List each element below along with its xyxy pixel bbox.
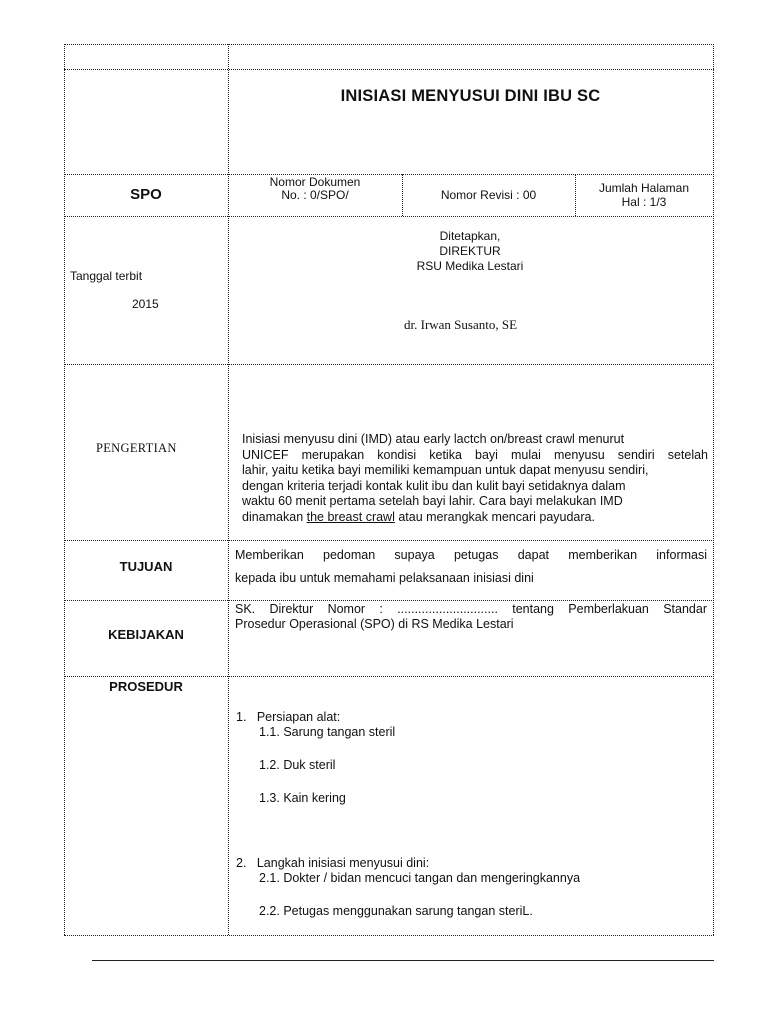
pengertian-text-part: dinamakan: [242, 509, 307, 524]
kebijakan-label: KEBIJAKAN: [108, 627, 184, 642]
halaman-value: Hal : 1/3: [621, 195, 667, 209]
pengertian-line: dengan kriteria terjadi kontak kulit ibu dan kulit bayi setidaknya dalam: [242, 478, 626, 493]
tanggal-terbit-tahun: 2015: [132, 297, 159, 311]
pengertian-line-last: [242, 510, 708, 526]
pengertian-line: UNICEF merupakan kondisi ketika bayi mulai menyusu sendiri setelah: [242, 447, 708, 462]
pengertian-line: Inisiasi menyusu dini (IMD) atau early lactch on/breast crawl menurut: [242, 432, 625, 446]
table-divider: [64, 600, 714, 601]
prosedur-step: 1. Persiapan alat:: [236, 710, 341, 724]
table-border-right: [713, 44, 714, 935]
prosedur-substep: 2.1. Dokter / bidan mencuci tangan dan mengeringkannya: [259, 871, 581, 885]
nomor-revisi: Nomor Revisi : 00: [440, 188, 537, 202]
instansi-name: RSU Medika Lestari: [416, 259, 524, 273]
table-divider: [64, 676, 714, 677]
spo-label: SPO: [130, 186, 162, 203]
table-border-bottom: [64, 935, 714, 936]
pengertian-text: [242, 432, 708, 525]
prosedur-label: PROSEDUR: [109, 679, 183, 694]
jumlah-halaman-label: Jumlah Halaman: [598, 181, 690, 195]
pengertian-text-part: atau merangkak mencari payudara.: [394, 509, 595, 524]
table-border-left: [64, 44, 65, 935]
table-divider: [64, 216, 714, 217]
prosedur-substep: 1.3. Kain kering: [259, 791, 346, 805]
tujuan-line: kepada ibu untuk memahami pelaksanaan inisiasi dini: [235, 571, 534, 585]
table-border-top: [64, 44, 714, 45]
footer-rule: [92, 960, 714, 961]
prosedur-substep: 1.1. Sarung tangan steril: [259, 725, 396, 739]
tujuan-line: Memberikan pedoman supaya petugas dapat memberikan informasi: [235, 548, 707, 562]
prosedur-step: 2. Langkah inisiasi menyusui dini:: [236, 856, 430, 870]
nomor-dokumen-value: No. : 0/SPO/: [281, 188, 349, 202]
pengertian-line: lahir, yaitu ketika bayi memiliki kemampuan untuk dapat menyusu sendiri,: [242, 463, 649, 477]
tujuan-label: TUJUAN: [119, 559, 173, 574]
kebijakan-line: Prosedur Operasional (SPO) di RS Medika Lestari: [235, 617, 514, 631]
breast-crawl-term: the breast crawl: [306, 509, 395, 524]
document-title: INISIASI MENYUSUI DINI IBU SC: [340, 87, 601, 105]
ditetapkan-label: Ditetapkan,: [439, 229, 501, 243]
prosedur-substep: 1.2. Duk steril: [259, 758, 336, 772]
table-divider: [64, 540, 714, 541]
pengertian-line: waktu 60 menit pertama setelah bayi lahir. Cara bayi melakukan IMD: [242, 494, 623, 508]
penandatangan-name: dr. Irwan Susanto, SE: [404, 317, 518, 332]
nomor-dokumen-label: Nomor Dokumen: [269, 175, 361, 189]
jabatan-direktur: DIREKTUR: [439, 244, 501, 258]
tanggal-terbit-label: Tanggal terbit: [70, 269, 143, 283]
kebijakan-line: SK. Direktur Nomor : ............................. tentang Pemberlakuan Standar: [235, 602, 707, 616]
pengertian-label: PENGERTIAN: [96, 441, 177, 455]
table-divider: [64, 69, 714, 70]
prosedur-substep: 2.2. Petugas menggunakan sarung tangan steriL.: [259, 904, 533, 918]
table-divider: [64, 364, 714, 365]
